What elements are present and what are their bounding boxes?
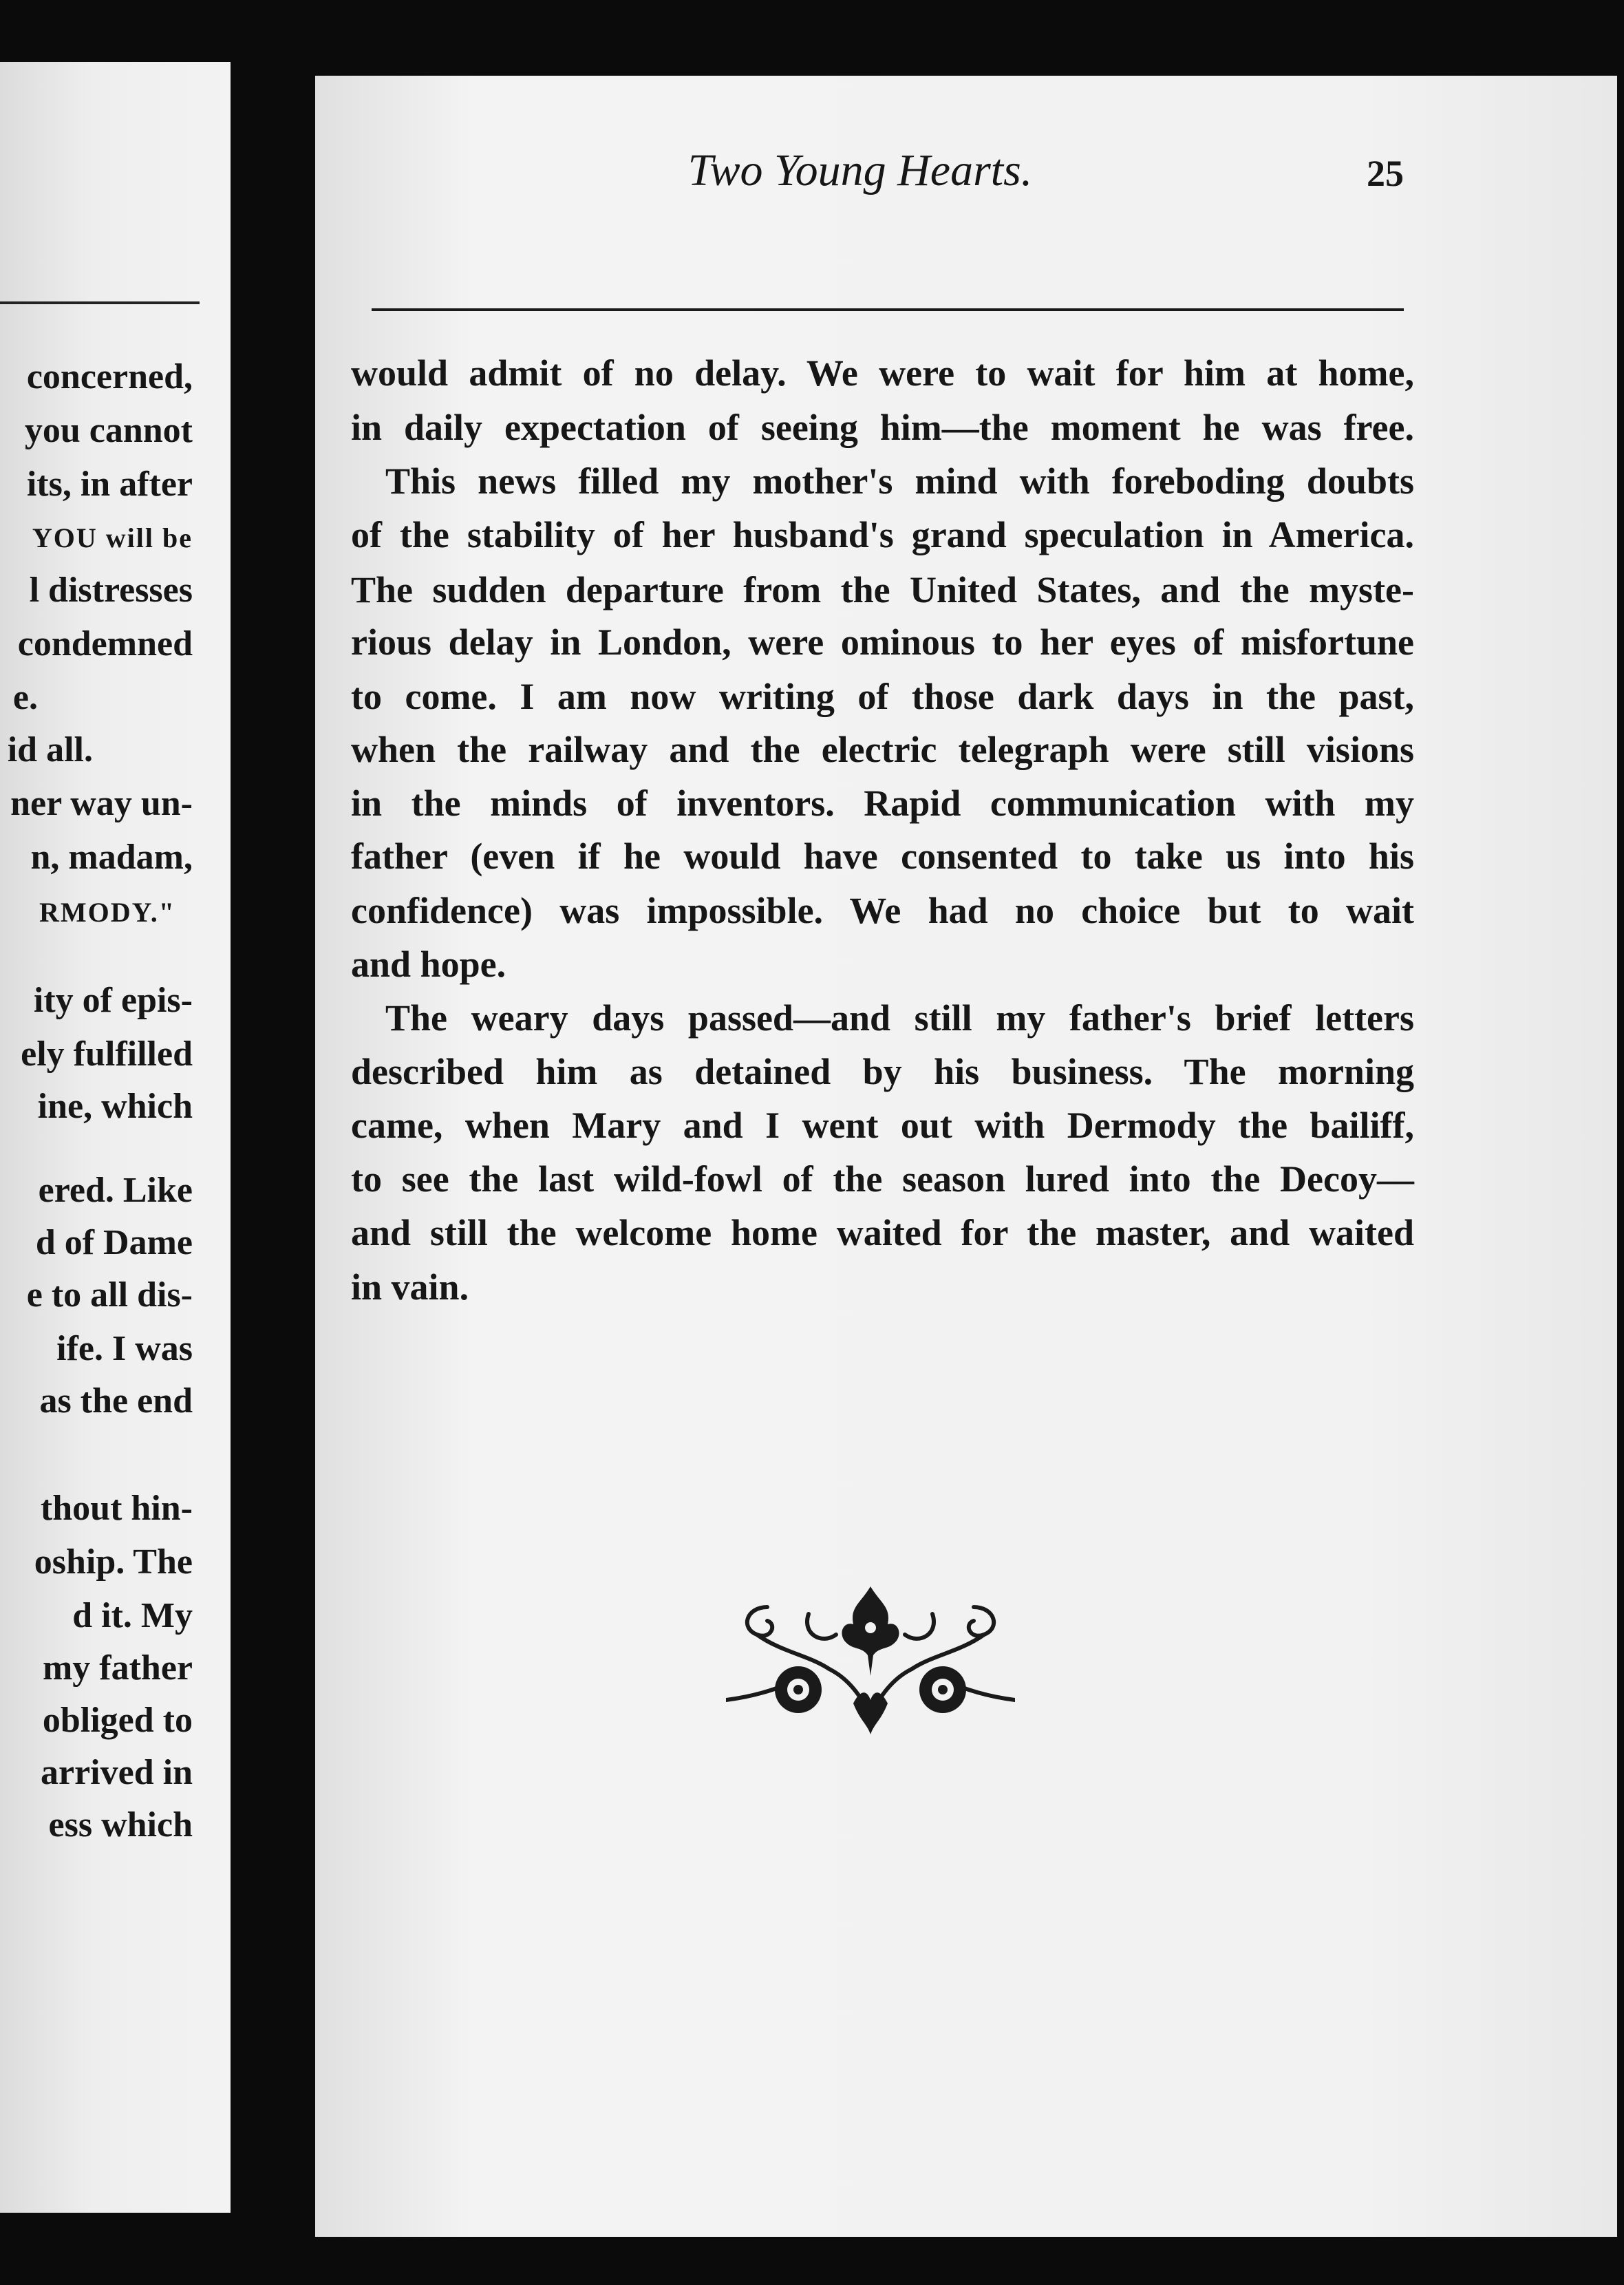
- body-line: and hope.: [351, 944, 506, 985]
- body-line: to see the last wild-fowl of the season lured into the Decoy—: [351, 1158, 1414, 1200]
- body-line: in vain.: [351, 1266, 469, 1308]
- left-page-line: e.: [12, 678, 38, 717]
- left-page-line: ely fulfilled: [21, 1034, 193, 1074]
- header-rule: [372, 308, 1404, 311]
- left-page-line: ered. Like: [38, 1171, 193, 1210]
- left-page-line: ity of epis-: [33, 981, 193, 1020]
- left-page-line: you cannot: [24, 411, 193, 450]
- left-page-fragment: [0, 62, 231, 2213]
- left-page-line: ife. I was: [56, 1329, 193, 1368]
- body-line: rious delay in London, were ominous to her eyes of misfortune: [351, 621, 1414, 663]
- body-line: The sudden departure from the United States, and the myste-: [351, 569, 1414, 610]
- body-line: and still the welcome home waited for the master, and waited: [351, 1212, 1414, 1253]
- left-page-line: RMODY.": [39, 897, 175, 928]
- left-page-line: as the end: [39, 1381, 193, 1421]
- left-page-line: ner way un-: [10, 784, 193, 823]
- body-line: in the minds of inventors. Rapid communication with my: [351, 783, 1414, 824]
- body-line: described him as detained by his business. The morning: [351, 1051, 1414, 1092]
- left-page-line: id all.: [7, 730, 93, 769]
- body-line: would admit of no delay. We were to wait for him at home,: [351, 352, 1414, 394]
- left-page-line: oship. The: [34, 1542, 193, 1582]
- left-page-line: n, madam,: [30, 838, 193, 877]
- left-page-rule: [0, 301, 200, 304]
- left-page-line: its, in after: [26, 465, 193, 504]
- left-page-line: condemned: [17, 624, 193, 663]
- left-page-line: thout hin-: [40, 1489, 193, 1528]
- running-head: Two Young Hearts.: [687, 145, 1033, 195]
- left-page-line: ess which: [48, 1805, 193, 1845]
- body-line: in daily expectation of seeing him—the moment he was free.: [351, 407, 1414, 448]
- body-line: father (even if he would have consented to take us into his: [351, 836, 1414, 877]
- left-page-line: d of Dame: [35, 1223, 193, 1262]
- page-number: 25: [1367, 153, 1404, 194]
- left-page-line: e to all dis-: [26, 1275, 193, 1315]
- left-page-line: d it. My: [72, 1596, 193, 1635]
- body-line: to come. I am now writing of those dark days in the past,: [351, 676, 1414, 717]
- body-line: This news filled my mother's mind with foreboding doubts: [385, 460, 1414, 502]
- left-page-line: concerned,: [26, 357, 193, 396]
- left-page-line: ine, which: [37, 1087, 193, 1126]
- left-page-line: YOU will be: [32, 522, 193, 553]
- left-page-line: arrived in: [41, 1753, 193, 1792]
- body-line: The weary days passed—and still my father's brief letters: [385, 997, 1414, 1039]
- body-line: came, when Mary and I went out with Dermody the bailiff,: [351, 1105, 1414, 1146]
- book-page: [315, 76, 1617, 2237]
- left-page-line: my father: [42, 1648, 193, 1688]
- left-page-line: obliged to: [42, 1701, 193, 1740]
- body-line: of the stability of her husband's grand speculation in America.: [351, 514, 1414, 555]
- body-line: when the railway and the electric telegraph were still visions: [351, 729, 1414, 770]
- body-line: confidence) was impossible. We had no choice but to wait: [351, 890, 1414, 931]
- floral-ornament-icon: [726, 1586, 1015, 1734]
- left-page-line: l distresses: [29, 571, 193, 610]
